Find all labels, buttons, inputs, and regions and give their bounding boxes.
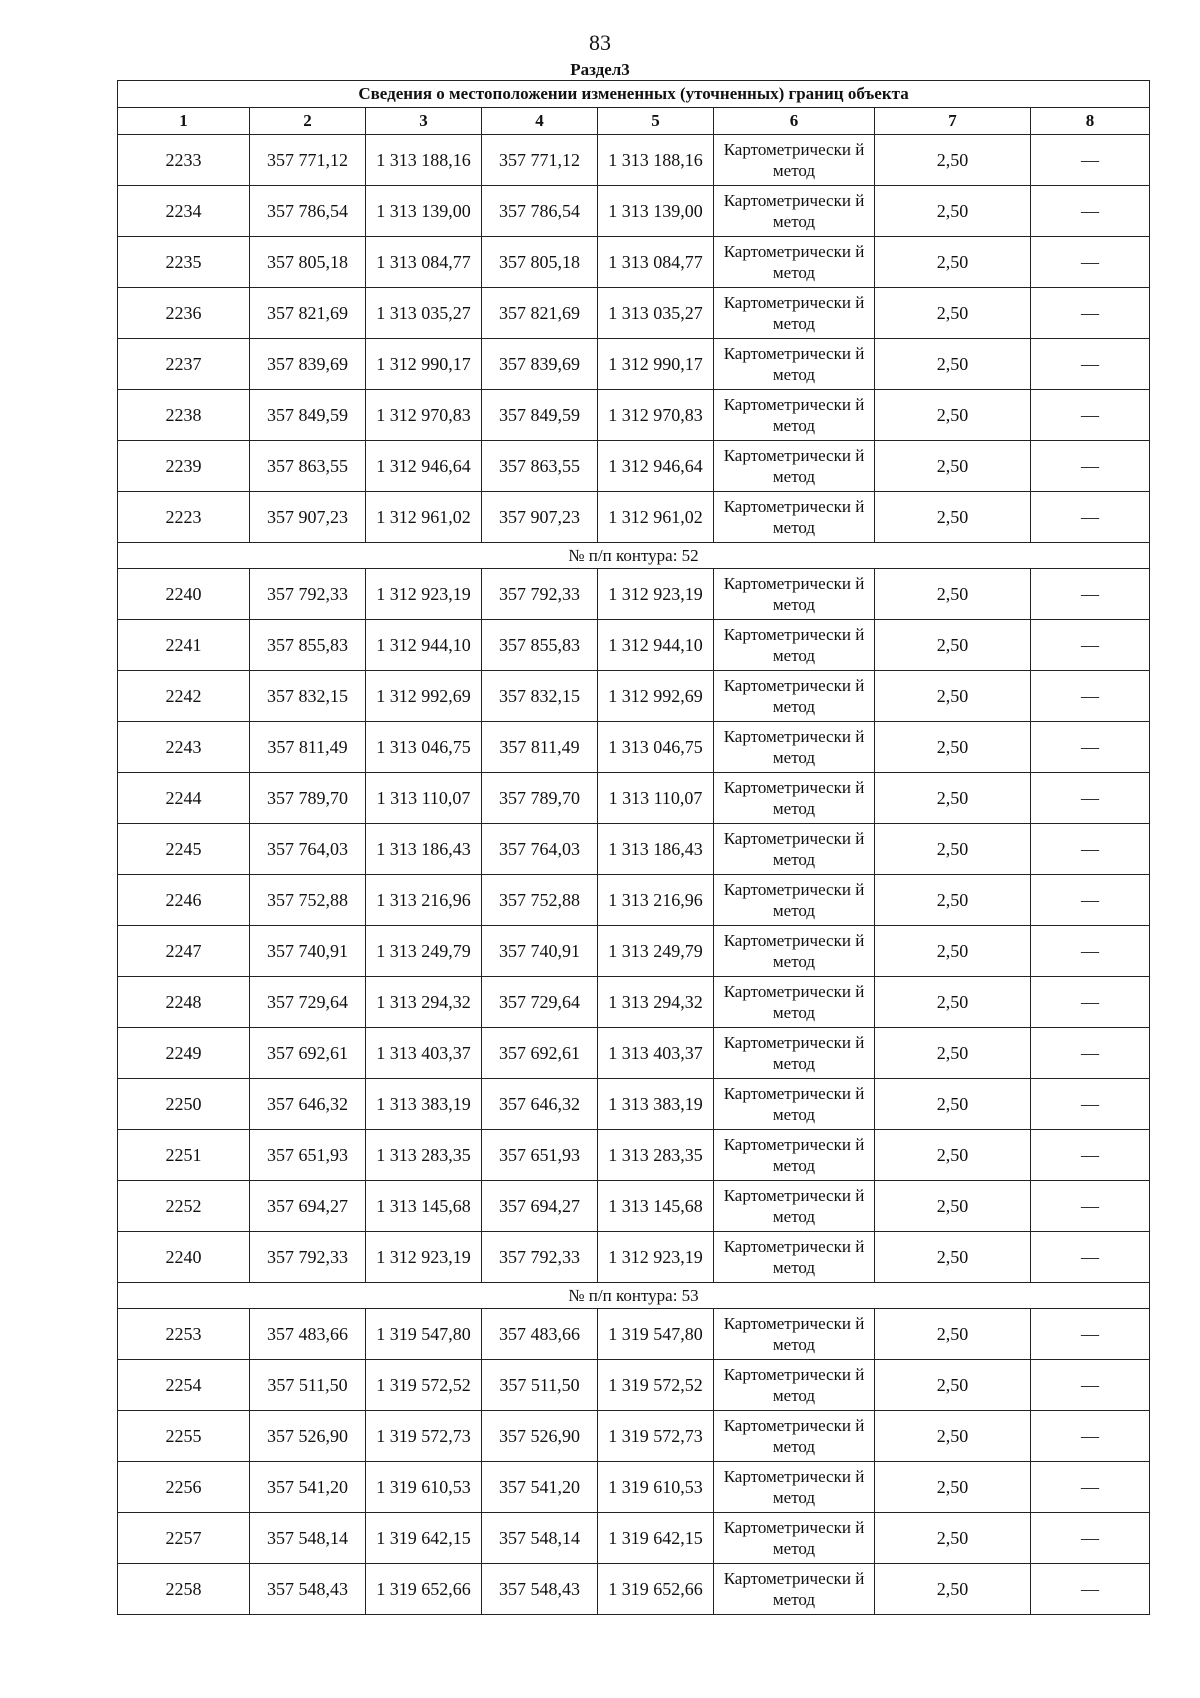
table-cell: —	[1031, 1513, 1150, 1564]
column-number: 1	[118, 108, 250, 135]
column-number: 6	[714, 108, 875, 135]
table-cell: 357 849,59	[250, 390, 366, 441]
table-row	[118, 492, 1150, 543]
table-cell: 2255	[118, 1411, 250, 1462]
table-cell: Картометрически й метод	[714, 1028, 875, 1079]
table-cell: 2,50	[875, 569, 1031, 620]
table-row	[118, 1130, 1150, 1181]
table-cell: —	[1031, 1079, 1150, 1130]
table-cell: 2,50	[875, 1513, 1031, 1564]
table-cell: 2238	[118, 390, 250, 441]
table-cell: 357 811,49	[482, 722, 598, 773]
table-cell: 2,50	[875, 875, 1031, 926]
table-cell: 1 319 572,73	[598, 1411, 714, 1462]
table-cell: 357 771,12	[250, 135, 366, 186]
table-row	[118, 722, 1150, 773]
table-cell: Картометрически й метод	[714, 1360, 875, 1411]
table-row	[118, 926, 1150, 977]
table-row	[118, 1079, 1150, 1130]
table-cell: 357 792,33	[250, 1232, 366, 1283]
table-cell: Картометрически й метод	[714, 569, 875, 620]
table-cell: 1 319 642,15	[366, 1513, 482, 1564]
table-cell: 357 548,43	[482, 1564, 598, 1615]
table-cell: 357 811,49	[250, 722, 366, 773]
table-cell: 357 792,33	[250, 569, 366, 620]
table-cell: 357 692,61	[482, 1028, 598, 1079]
table-cell: 1 313 145,68	[366, 1181, 482, 1232]
table-cell: 1 319 572,73	[366, 1411, 482, 1462]
table-cell: 2,50	[875, 1079, 1031, 1130]
contour-row	[118, 543, 1150, 569]
table-cell: Картометрически й метод	[714, 186, 875, 237]
table-cell: 357 740,91	[482, 926, 598, 977]
table-row	[118, 824, 1150, 875]
coordinates-table	[117, 80, 1150, 1615]
table-cell: 357 792,33	[482, 569, 598, 620]
table-cell: 357 805,18	[482, 237, 598, 288]
column-number: 7	[875, 108, 1031, 135]
table-row	[118, 186, 1150, 237]
table-cell: 357 651,93	[482, 1130, 598, 1181]
table-cell: 1 319 572,52	[598, 1360, 714, 1411]
table-cell: 2240	[118, 1232, 250, 1283]
table-cell: 1 313 216,96	[598, 875, 714, 926]
table-cell: 1 313 084,77	[598, 237, 714, 288]
table-cell: 357 729,64	[250, 977, 366, 1028]
table-row	[118, 1411, 1150, 1462]
table-cell: 357 694,27	[250, 1181, 366, 1232]
table-cell: 357 849,59	[482, 390, 598, 441]
table-cell: —	[1031, 1309, 1150, 1360]
table-cell: 2,50	[875, 773, 1031, 824]
table-cell: —	[1031, 1181, 1150, 1232]
page-number: 83	[589, 30, 611, 55]
table-cell: 357 855,83	[482, 620, 598, 671]
table-cell: 2,50	[875, 620, 1031, 671]
table-cell: 357 483,66	[482, 1309, 598, 1360]
table-cell: 1 313 283,35	[598, 1130, 714, 1181]
table-cell: 1 313 186,43	[598, 824, 714, 875]
table-cell: —	[1031, 390, 1150, 441]
table-cell: 357 832,15	[482, 671, 598, 722]
table-row	[118, 1564, 1150, 1615]
column-number: 3	[366, 108, 482, 135]
table-cell: Картометрически й метод	[714, 135, 875, 186]
table-cell: 1 313 188,16	[366, 135, 482, 186]
table-cell: 357 483,66	[250, 1309, 366, 1360]
table-row	[118, 569, 1150, 620]
table-cell: 2,50	[875, 339, 1031, 390]
contour-label: № п/п контура: 52	[118, 543, 1150, 569]
table-row	[118, 390, 1150, 441]
table-cell: 2,50	[875, 1411, 1031, 1462]
table-cell: 1 313 110,07	[598, 773, 714, 824]
table-cell: 2233	[118, 135, 250, 186]
table-cell: Картометрически й метод	[714, 237, 875, 288]
table-cell: 357 511,50	[482, 1360, 598, 1411]
table-body	[118, 135, 1150, 1615]
table-cell: 2,50	[875, 1130, 1031, 1181]
table-cell: —	[1031, 492, 1150, 543]
table-caption: Сведения о местоположении измененных (уточненных) границ объекта	[118, 81, 1150, 108]
table-cell: 2,50	[875, 1232, 1031, 1283]
table-cell: 1 313 383,19	[598, 1079, 714, 1130]
table-cell: 1 312 944,10	[598, 620, 714, 671]
table-cell: 357 771,12	[482, 135, 598, 186]
table-cell: 2,50	[875, 288, 1031, 339]
table-cell: 357 692,61	[250, 1028, 366, 1079]
table-cell: 1 319 652,66	[598, 1564, 714, 1615]
table-cell: 2,50	[875, 977, 1031, 1028]
table-cell: 2,50	[875, 722, 1031, 773]
table-cell: 1 313 084,77	[366, 237, 482, 288]
table-cell: —	[1031, 926, 1150, 977]
column-number: 5	[598, 108, 714, 135]
table-cell: 1 313 110,07	[366, 773, 482, 824]
table-row	[118, 288, 1150, 339]
table-cell: —	[1031, 135, 1150, 186]
table-cell: 357 764,03	[482, 824, 598, 875]
table-cell: 2258	[118, 1564, 250, 1615]
table-cell: Картометрически й метод	[714, 824, 875, 875]
table-cell: 1 312 990,17	[598, 339, 714, 390]
table-cell: 357 548,14	[482, 1513, 598, 1564]
table-cell: 2,50	[875, 1564, 1031, 1615]
table-cell: —	[1031, 773, 1150, 824]
table-cell: 357 511,50	[250, 1360, 366, 1411]
table-row	[118, 773, 1150, 824]
table-cell: 2242	[118, 671, 250, 722]
table-row	[118, 1513, 1150, 1564]
table-row	[118, 339, 1150, 390]
table-cell: 1 312 961,02	[366, 492, 482, 543]
table-cell: 1 319 652,66	[366, 1564, 482, 1615]
table-cell: 1 313 186,43	[366, 824, 482, 875]
table-cell: 2,50	[875, 1360, 1031, 1411]
table-cell: 1 312 961,02	[598, 492, 714, 543]
table-cell: 357 541,20	[250, 1462, 366, 1513]
table-cell: 2234	[118, 186, 250, 237]
table-cell: 2,50	[875, 492, 1031, 543]
table-cell: 1 312 944,10	[366, 620, 482, 671]
table-cell: 1 313 216,96	[366, 875, 482, 926]
table-cell: 2,50	[875, 237, 1031, 288]
table-cell: —	[1031, 977, 1150, 1028]
table-cell: —	[1031, 1564, 1150, 1615]
table-cell: 2248	[118, 977, 250, 1028]
table-cell: 357 821,69	[250, 288, 366, 339]
table-cell: 2245	[118, 824, 250, 875]
table-row	[118, 620, 1150, 671]
table-cell: 357 839,69	[482, 339, 598, 390]
table-cell: 357 740,91	[250, 926, 366, 977]
table-cell: 1 319 547,80	[366, 1309, 482, 1360]
table-cell: 1 313 139,00	[598, 186, 714, 237]
table-cell: 1 319 572,52	[366, 1360, 482, 1411]
table-cell: 2240	[118, 569, 250, 620]
table-cell: 2237	[118, 339, 250, 390]
table-cell: 2,50	[875, 926, 1031, 977]
table-cell: 1 312 923,19	[598, 1232, 714, 1283]
table-cell: 357 907,23	[482, 492, 598, 543]
table-cell: Картометрически й метод	[714, 1232, 875, 1283]
table-cell: —	[1031, 1232, 1150, 1283]
table-cell: 357 651,93	[250, 1130, 366, 1181]
table-cell: 357 855,83	[250, 620, 366, 671]
table-cell: 1 313 046,75	[366, 722, 482, 773]
table-cell: 2,50	[875, 1462, 1031, 1513]
table-cell: 2,50	[875, 135, 1031, 186]
table-cell: 1 313 294,32	[598, 977, 714, 1028]
table-cell: 2249	[118, 1028, 250, 1079]
table-cell: —	[1031, 1462, 1150, 1513]
column-number-row	[118, 108, 1150, 135]
table-cell: 1 313 383,19	[366, 1079, 482, 1130]
table-cell: Картометрически й метод	[714, 620, 875, 671]
table-cell: —	[1031, 339, 1150, 390]
table-cell: 357 786,54	[250, 186, 366, 237]
table-cell: 2,50	[875, 671, 1031, 722]
table-cell: 357 694,27	[482, 1181, 598, 1232]
table-cell: 1 312 923,19	[366, 569, 482, 620]
table-cell: —	[1031, 186, 1150, 237]
table-cell: 1 313 249,79	[598, 926, 714, 977]
table-cell: 1 313 035,27	[598, 288, 714, 339]
table-cell: 357 839,69	[250, 339, 366, 390]
table-cell: 1 319 547,80	[598, 1309, 714, 1360]
table-cell: 2223	[118, 492, 250, 543]
table-cell: 357 789,70	[482, 773, 598, 824]
table-cell: 2235	[118, 237, 250, 288]
table-cell: 357 863,55	[250, 441, 366, 492]
table-cell: 1 319 610,53	[598, 1462, 714, 1513]
table-row	[118, 1360, 1150, 1411]
table-cell: 2,50	[875, 824, 1031, 875]
table-row	[118, 441, 1150, 492]
table-cell: 2250	[118, 1079, 250, 1130]
table-cell: 1 319 642,15	[598, 1513, 714, 1564]
table-cell: Картометрически й метод	[714, 390, 875, 441]
table-cell: Картометрически й метод	[714, 926, 875, 977]
table-cell: Картометрически й метод	[714, 1181, 875, 1232]
table-cell: Картометрически й метод	[714, 1411, 875, 1462]
table-cell: Картометрически й метод	[714, 1130, 875, 1181]
table-cell: 357 832,15	[250, 671, 366, 722]
table-cell: 357 646,32	[250, 1079, 366, 1130]
table-row	[118, 875, 1150, 926]
table-cell: 357 789,70	[250, 773, 366, 824]
table-cell: —	[1031, 237, 1150, 288]
table-cell: 2247	[118, 926, 250, 977]
table-cell: 2,50	[875, 1028, 1031, 1079]
contour-label: № п/п контура: 53	[118, 1283, 1150, 1309]
table-row	[118, 671, 1150, 722]
table-cell: 2239	[118, 441, 250, 492]
table-cell: 2,50	[875, 441, 1031, 492]
table-cell: 2256	[118, 1462, 250, 1513]
table-row	[118, 135, 1150, 186]
table-cell: —	[1031, 671, 1150, 722]
table-cell: 1 312 923,19	[598, 569, 714, 620]
table-cell: 2,50	[875, 390, 1031, 441]
table-cell: Картометрически й метод	[714, 875, 875, 926]
table-row	[118, 1309, 1150, 1360]
table-cell: 357 541,20	[482, 1462, 598, 1513]
table-cell: 1 313 249,79	[366, 926, 482, 977]
table-cell: 1 312 946,64	[366, 441, 482, 492]
table-cell: 2253	[118, 1309, 250, 1360]
table-cell: 357 752,88	[482, 875, 598, 926]
table-cell: 357 548,43	[250, 1564, 366, 1615]
table-cell: —	[1031, 875, 1150, 926]
table-cell: Картометрически й метод	[714, 1564, 875, 1615]
column-number: 2	[250, 108, 366, 135]
table-cell: 357 821,69	[482, 288, 598, 339]
table-cell: 357 863,55	[482, 441, 598, 492]
table-cell: 357 752,88	[250, 875, 366, 926]
table-cell: 1 312 970,83	[598, 390, 714, 441]
table-cell: 357 526,90	[482, 1411, 598, 1462]
table-cell: 1 313 188,16	[598, 135, 714, 186]
table-cell: —	[1031, 722, 1150, 773]
table-cell: 357 526,90	[250, 1411, 366, 1462]
table-cell: 1 312 992,69	[366, 671, 482, 722]
table-cell: 357 548,14	[250, 1513, 366, 1564]
table-cell: Картометрически й метод	[714, 339, 875, 390]
table-cell: —	[1031, 441, 1150, 492]
table-cell: 2257	[118, 1513, 250, 1564]
table-cell: Картометрически й метод	[714, 1079, 875, 1130]
table-row	[118, 1181, 1150, 1232]
table-cell: 1 313 035,27	[366, 288, 482, 339]
table-cell: 2243	[118, 722, 250, 773]
table-cell: 2246	[118, 875, 250, 926]
table-cell: Картометрически й метод	[714, 773, 875, 824]
table-cell: 357 786,54	[482, 186, 598, 237]
table-cell: 1 313 139,00	[366, 186, 482, 237]
contour-row	[118, 1283, 1150, 1309]
table-row	[118, 237, 1150, 288]
table-cell: —	[1031, 569, 1150, 620]
table-cell: Картометрически й метод	[714, 1309, 875, 1360]
table-cell: 2,50	[875, 1181, 1031, 1232]
table-cell: 1 312 990,17	[366, 339, 482, 390]
table-cell: —	[1031, 1360, 1150, 1411]
table-cell: 1 319 610,53	[366, 1462, 482, 1513]
table-cell: 357 907,23	[250, 492, 366, 543]
table-cell: 2,50	[875, 186, 1031, 237]
table-row	[118, 1462, 1150, 1513]
table-cell: —	[1031, 288, 1150, 339]
table-cell: 357 646,32	[482, 1079, 598, 1130]
table-cell: 1 312 923,19	[366, 1232, 482, 1283]
table-cell: Картометрически й метод	[714, 1462, 875, 1513]
table-cell: —	[1031, 1130, 1150, 1181]
table-cell: 1 313 294,32	[366, 977, 482, 1028]
table-cell: Картометрически й метод	[714, 1513, 875, 1564]
table-cell: 2244	[118, 773, 250, 824]
table-row	[118, 977, 1150, 1028]
table-cell: 357 764,03	[250, 824, 366, 875]
table-cell: 2,50	[875, 1309, 1031, 1360]
table-cell: 2236	[118, 288, 250, 339]
table-cell: 2251	[118, 1130, 250, 1181]
table-row	[118, 1028, 1150, 1079]
section-title: Раздел3	[570, 60, 630, 79]
column-number: 8	[1031, 108, 1150, 135]
table-cell: 2252	[118, 1181, 250, 1232]
table-cell: Картометрически й метод	[714, 722, 875, 773]
column-number: 4	[482, 108, 598, 135]
table-cell: Картометрически й метод	[714, 671, 875, 722]
table-cell: 1 312 946,64	[598, 441, 714, 492]
table-cell: —	[1031, 620, 1150, 671]
table-cell: 1 313 403,37	[366, 1028, 482, 1079]
table-row	[118, 1232, 1150, 1283]
table-cell: 1 313 403,37	[598, 1028, 714, 1079]
table-cell: 1 313 046,75	[598, 722, 714, 773]
table-cell: 357 729,64	[482, 977, 598, 1028]
table-cell: Картометрически й метод	[714, 288, 875, 339]
table-cell: —	[1031, 824, 1150, 875]
table-cell: 1 313 283,35	[366, 1130, 482, 1181]
table-cell: 1 312 992,69	[598, 671, 714, 722]
table-cell: Картометрически й метод	[714, 977, 875, 1028]
table-cell: Картометрически й метод	[714, 492, 875, 543]
table-cell: 357 792,33	[482, 1232, 598, 1283]
table-cell: 1 313 145,68	[598, 1181, 714, 1232]
table-cell: 2241	[118, 620, 250, 671]
table-cell: 2254	[118, 1360, 250, 1411]
table-cell: —	[1031, 1411, 1150, 1462]
table-cell: 357 805,18	[250, 237, 366, 288]
table-cell: 1 312 970,83	[366, 390, 482, 441]
table-cell: —	[1031, 1028, 1150, 1079]
table-cell: Картометрически й метод	[714, 441, 875, 492]
